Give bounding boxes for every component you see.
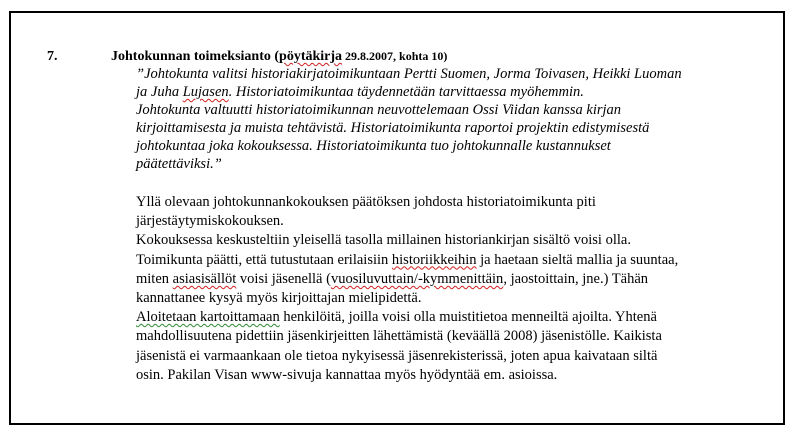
item-number: 7. [47,49,58,64]
quote-line: ”Johtokunta valitsi historiakirjatoimikuntaan Pertti Suomen, Jorma Toivasen, Heikki Luoman [136,66,682,82]
quote-line: kirjoittamisesta ja muista tehtävistä. Historiatoimikunta raportoi projektin edistymisestä [136,120,650,136]
notes-line: kannattanee kysyä myös kirjoittajan mielipidettä. [136,290,422,307]
heading-reference: 29.8.2007, kohta 10) [342,49,448,63]
notes-line: Toimikunta päätti, että tutustutaan erilaisiin historiikkeihin ja haetaan sieltä mallia ja suuntaa, [136,251,679,268]
notes-line: mahdollisuutena pidettiin jäsenkirjeitten lähettämistä (keväällä 2008) jäsenistölle. Kaikista [136,328,662,345]
heading-text: Johtokunnan toimeksianto ( [111,49,280,64]
quote-line: päätettäviksi.” [136,156,222,172]
notes-line: miten asiasisällöt voisi jäsenellä (vuosiluvuttain/-kymmenittäin, jaostoittain, jne.) Tähän [136,270,649,287]
quote-line: johtokuntaa joka kokouksessa. Historiatoimikunta tuo johtokunnalle kustannukset [136,138,611,154]
item-heading [111,49,447,65]
quote-line [136,83,786,101]
notes-line: järjestäytymiskokouksen. [136,213,284,230]
quote-line-part: ja Juha Lujasen. Historiatoimikuntaa täydennetään tarvittaessa myöhemmin. [136,84,584,100]
meeting-notes [136,193,786,385]
quote-line: Johtokunta valtuutti historiatoimikunnan neuvottelemaan Ossi Viidan kanssa kirjan [136,102,622,118]
notes-line: Aloitetaan kartoittamaan henkilöitä, joilla voisi olla muistitietoa menneiltä ajoilta. Yhtenä [136,309,657,326]
document-frame [9,11,785,425]
notes-line: osin. Pakilan Visan www-sivuja kannattaa myös hyödyntää em. asioissa. [136,366,558,383]
notes-line: Yllä olevaan johtokunnankokouksen päätöksen johdosta historiatoimikunta piti [136,194,596,210]
notes-line: jäsenistä ei varmaankaan ole tietoa nykyisessä jäsenrekisterissä, joten apua kaivataan siltä [136,347,658,364]
notes-line: Kokouksessa keskusteltiin yleisellä tasolla millainen historiankirjan sisältö voisi olla. [136,232,631,249]
heading-underlined-word: pöytäkirja [279,49,343,64]
quoted-decision [136,65,786,173]
